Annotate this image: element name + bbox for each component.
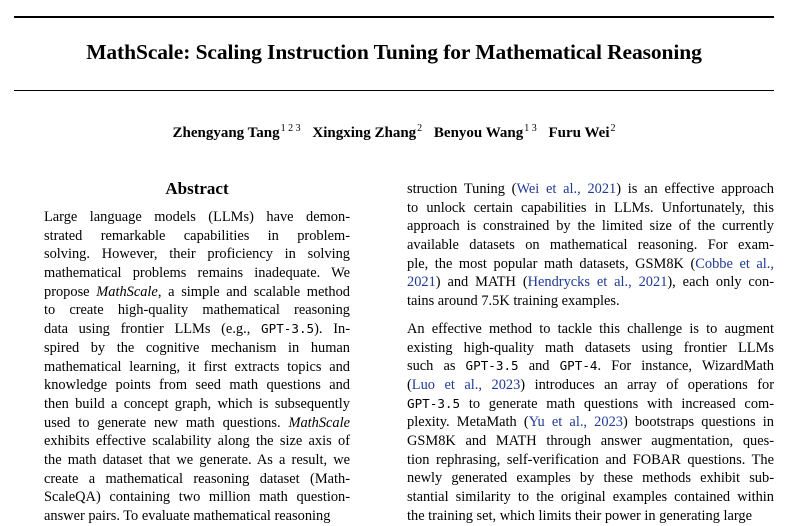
emphasis-text: MathScale: [96, 283, 158, 300]
text-line: create a mathematical reasoning dataset (Math-: [44, 470, 350, 487]
text-line: answer pairs. To evaluate mathematical reasoning: [44, 508, 331, 524]
author-name: Furu Wei: [548, 125, 610, 141]
abstract-heading: Abstract: [165, 179, 229, 198]
text-line: knowledge points from seed math questions and: [44, 377, 350, 394]
text-line: mathematical problems remains inadequate. We: [44, 265, 350, 282]
citation-link[interactable]: 2021: [407, 274, 436, 291]
author-1: [172, 125, 300, 141]
citation-link[interactable]: Luo et al., 2023: [411, 376, 521, 393]
text-line: mathematical learning, it first extracts topics and: [44, 358, 350, 375]
top-rule: [14, 16, 774, 18]
text-line: (Luo et al., 2023) introduces an array of operations for: [407, 376, 774, 393]
citation-link[interactable]: Wei et al., 2021: [516, 181, 617, 197]
text-line: such as GPT-3.5 and GPT-4. For instance, WizardMath: [407, 358, 774, 375]
text-line: stantial similarity to the original examples contained within: [407, 489, 774, 505]
text-line: ScaleQA) containing two million math question-: [44, 489, 350, 506]
author-affiliation: 1 2 3: [280, 123, 301, 134]
author-name: Zhengyang Tang: [172, 125, 280, 141]
author-list: [14, 125, 774, 142]
paper-title: MathScale: Scaling Instruction Tuning for Mathematical Reasoning: [86, 40, 702, 64]
bottom-rule: [14, 90, 774, 91]
model-name-code: GPT-3.5: [407, 395, 461, 411]
model-name-code: GPT-4: [559, 358, 598, 374]
text-line: the math dataset that we generate. As a result, we: [44, 451, 350, 468]
abstract-body: [44, 208, 350, 526]
model-name-code: GPT-3.5: [261, 321, 315, 337]
author-name: Benyou Wang: [433, 125, 524, 141]
citation-link[interactable]: Yu et al., 2023: [528, 414, 623, 431]
text-line: then build a concept graph, which is subsequently: [44, 395, 350, 412]
text-line: GPT-3.5 to generate math questions with increased com-: [407, 395, 774, 412]
author-affiliation: 1 3: [524, 123, 537, 134]
text-line: spired by the cognitive mechanism in human: [44, 339, 350, 356]
text-line: newly generated examples by these methods exhibit sub-: [407, 470, 774, 487]
text-line: tion rephrasing, self-verification and FOBAR questions. The: [407, 451, 774, 468]
citation-link[interactable]: Hendrycks et al., 2021: [527, 274, 668, 291]
intro-paragraph-1: [407, 180, 774, 311]
text-line: approach is constrained by the limited size of the currently: [407, 218, 774, 235]
emphasis-text: MathScale: [288, 414, 350, 431]
text-line: tains around 7.5K training examples.: [407, 293, 620, 310]
text-line: propose MathScale, a simple and scalable method: [44, 283, 350, 300]
paragraph-gap: [407, 311, 774, 320]
text-line: An effective method to tackle this challenge is to augment: [407, 320, 774, 337]
text-line: ple, the most popular math datasets, GSM8K (Cobbe et al.,: [407, 255, 775, 272]
text-line: data using frontier LLMs (e.g., GPT-3.5). In-: [44, 321, 350, 338]
introduction-column: [407, 180, 774, 525]
author-3: [434, 125, 537, 141]
text-line: the training set, which limits their power in generating large: [407, 507, 753, 524]
model-name-code: GPT-3.5: [465, 358, 519, 374]
author-4: [549, 125, 616, 141]
text-line: GSM8K and MATH through answer augmentation, ques-: [407, 432, 774, 449]
author-affiliation: 2: [610, 123, 616, 134]
citation-link[interactable]: Cobbe et al.,: [695, 255, 775, 272]
text-line: to unlock certain capabilities in LLMs. Unfortunately, this: [407, 199, 774, 216]
text-line: Large language models (LLMs) have demon-: [44, 209, 350, 225]
text-line: 2021) and MATH (Hendrycks et al., 2021), each only con-: [407, 274, 774, 291]
text-line: solving. However, their proficiency in solving: [44, 246, 350, 263]
author-name: Xingxing Zhang: [312, 125, 417, 141]
author-affiliation: 2: [417, 123, 423, 134]
intro-paragraph-2: [407, 320, 774, 526]
text-line: available datasets on mathematical reasoning. For exam-: [407, 237, 774, 254]
text-line: struction Tuning (Wei et al., 2021) is an effective approach: [407, 181, 774, 197]
text-line: to create high-quality mathematical reasoning: [44, 302, 350, 319]
author-2: [312, 125, 422, 141]
text-line: used to generate new math questions. MathScale: [44, 414, 350, 431]
text-line: exhibits effective scalability along the size axis of: [44, 433, 350, 450]
text-line: strated remarkable capabilities in problem-: [44, 227, 350, 244]
text-line: existing high-quality math datasets using frontier LLMs: [407, 339, 774, 356]
text-line: plexity. MetaMath (Yu et al., 2023) bootstraps questions in: [407, 414, 774, 431]
